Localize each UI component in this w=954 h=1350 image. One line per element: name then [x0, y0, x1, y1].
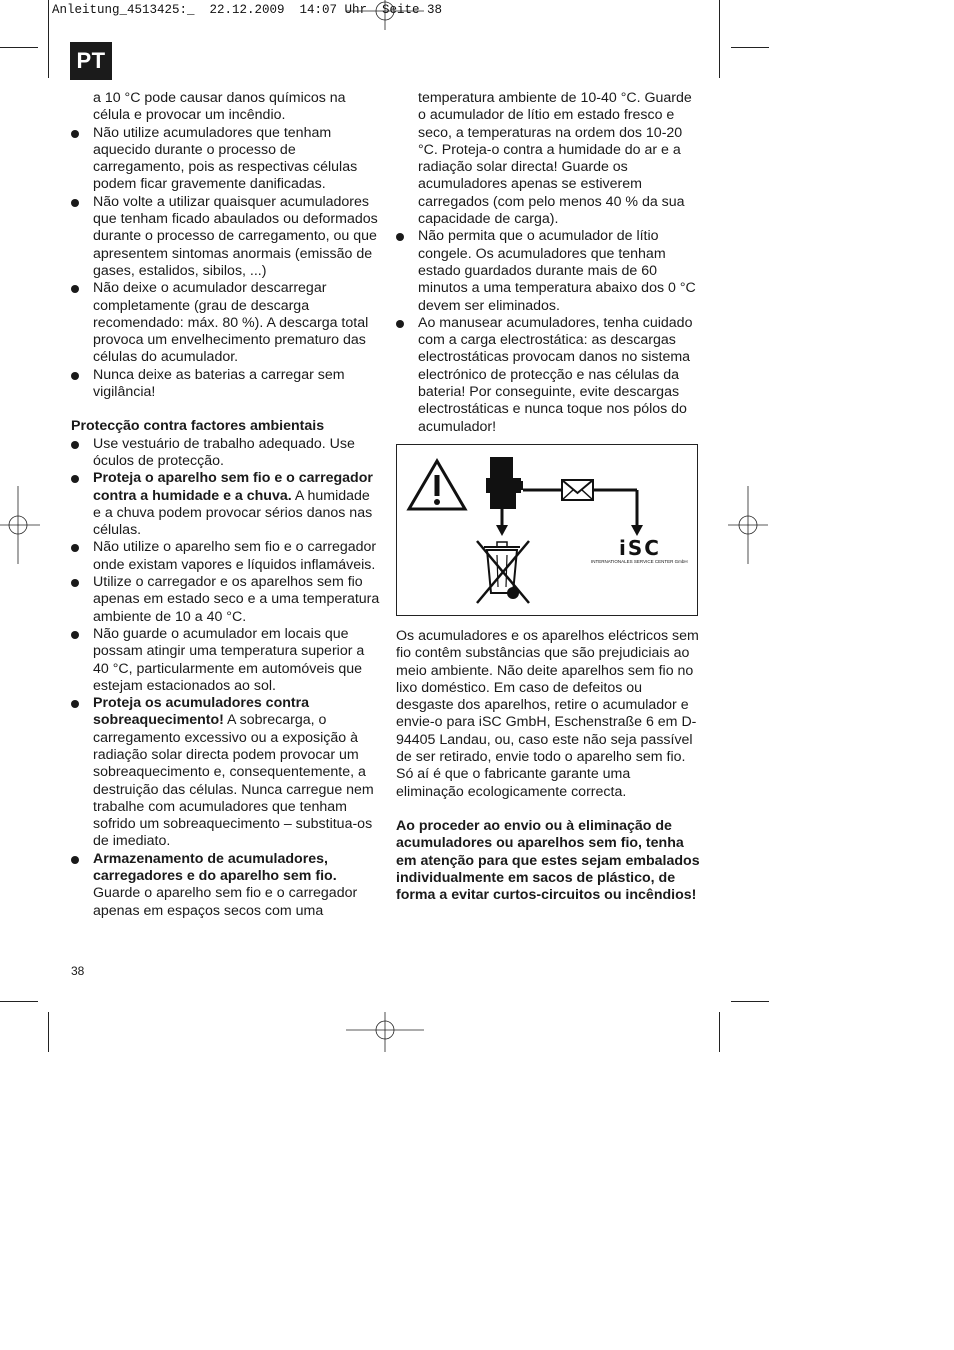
list-item-text: Nunca deixe as baterias a carregar sem vigilância!	[93, 366, 345, 401]
list-item-bold-text: Proteja o aparelho sem fio e o carregador contra a humidade e a chuva.	[93, 470, 373, 504]
left-column	[71, 90, 381, 920]
list-item-bold-text: Proteja os acumuladores contra sobreaquecimento!	[93, 695, 310, 729]
list-item-text: Utilize o carregador e os aparelhos sem fio apenas em estado seco e a uma temperatura ambiente de 10 a 40 °C.	[93, 574, 380, 625]
bullet-icon	[71, 130, 79, 138]
paragraph-bold: Ao proceder ao envio ou à eliminação de acumuladores ou aparelhos sem fio, tenha em atenção para que estes sejam embalados individualmente em sacos de plástico, de forma a evitar curtos-circuitos ou incêndios!	[396, 817, 700, 904]
list-item-text: A humidade e a chuva podem provocar sérios danos nas células.	[93, 487, 373, 539]
bullet-icon	[71, 199, 79, 207]
isc-logo	[591, 535, 688, 565]
list-item-text: Ao manusear acumuladores, tenha cuidado com a carga electrostática: as descargas electrostáticas provocam danos no sistema electrónico de protecção e nas células da bateria! Por conseguinte, evite descargas electrostáticas e nunca toque nos pólos do acumulador!	[418, 314, 693, 435]
paragraph: Os acumuladores e os aparelhos eléctricos sem fio contêm substâncias que são prejudiciais ao meio ambiente. Não deite aparelhos sem fio no lixo doméstico. Em caso de defeitos ou desgaste dos aparelhos, retire o acumulador e envie-o para iSC GmbH, Eschenstraße 6 em D-94405 Landau, ou, caso este não seja passível de ser retirado, envie todo o aparelho sem fio. Só aí é que o fabricante garante uma eliminação ecologicamente correcta.	[396, 627, 699, 800]
list-item-text: Não utilize o aparelho sem fio e o carregador onde existam vapores e líquidos inflamáveis.	[93, 539, 377, 573]
bullet-icon	[71, 579, 79, 587]
bullet-icon	[71, 631, 79, 639]
list-item	[71, 626, 381, 695]
crop-mark	[731, 47, 769, 48]
list-item	[71, 367, 381, 402]
list-item	[71, 436, 381, 471]
continued-text: a 10 °C pode causar danos químicos na célula e provocar um incêndio.	[93, 90, 346, 124]
list-item	[71, 280, 381, 366]
bullet-icon	[396, 320, 404, 328]
list-item-text: Não volte a utilizar quaisquer acumuladores que tenham ficado abaulados ou deformados durante o processo de carregamento, ou que apresentem sintomas anormais (emissão de gases, estalidos, sibilos, ...)	[93, 193, 378, 279]
language-badge: PT	[70, 42, 112, 80]
list-item-text: Não utilize acumuladores que tenham aquecido durante o processo de carregamento, pois as respectivas células podem ficar gravemente danificadas.	[93, 124, 358, 193]
crop-mark	[719, 0, 720, 78]
list-item	[71, 695, 381, 851]
crop-mark	[48, 1012, 49, 1052]
bullet-icon	[71, 441, 79, 449]
bullet-icon	[71, 856, 79, 864]
list-item-bold-text: Armazenamento de acumuladores, carregadores e do aparelho sem fio.	[93, 850, 337, 885]
envelope-icon	[562, 480, 593, 500]
bullet-icon	[71, 285, 79, 293]
page-number: 38	[71, 964, 85, 978]
bullet-icon	[71, 372, 79, 380]
crop-mark	[731, 1001, 769, 1002]
isc-logo-text: iSC	[619, 535, 661, 560]
list-item	[71, 539, 381, 574]
list-item	[71, 574, 381, 626]
list-item-text: A sobrecarga, o carregamento excessivo ou a exposição à radiação solar directa podem provocar um sobreaquecimento e, consequentemente, a destruição das células. Nunca carregue nem trabalhe com acumuladores que tenham sofrido um sobreaquecimento – substitua-os de imediato.	[93, 712, 374, 850]
list-item	[396, 228, 700, 314]
list-item	[71, 851, 381, 920]
registration-mark-left	[0, 486, 40, 564]
bullet-icon	[71, 475, 79, 483]
list-item	[71, 470, 381, 539]
section-heading: Protecção contra factores ambientais	[71, 418, 325, 435]
bullet-icon	[396, 233, 404, 241]
list-item-text: Guarde o aparelho sem fio e o carregador apenas em espaços secos com uma	[93, 885, 358, 919]
crop-mark	[0, 47, 38, 48]
crossed-bin-icon	[477, 541, 529, 603]
crop-mark	[48, 0, 49, 78]
list-item	[396, 315, 700, 436]
bullet-icon	[71, 544, 79, 552]
right-column	[396, 90, 700, 904]
list-item	[71, 125, 381, 194]
crop-mark	[719, 1012, 720, 1052]
disposal-diagram	[396, 444, 698, 616]
print-slug-header: Anleitung_4513425:_ 22.12.2009 14:07 Uhr Seite 38	[52, 3, 443, 17]
crop-mark	[0, 1001, 38, 1002]
list-item-text: Não deixe o acumulador descarregar completamente (grau de descarga recomendado: máx. 80 %). A descarga total provoca um envelhecimento prematuro das células do acumulador.	[93, 280, 369, 366]
list-item	[71, 194, 381, 280]
arrow-down-icon	[496, 509, 508, 536]
list-item-text: Não permita que o acumulador de lítio congele. Os acumuladores que tenham estado guardados durante mais de 60 minutos a uma temperatura abaixo dos 0 °C devem ser eliminados.	[418, 228, 696, 314]
isc-logo-subtext: INTERNATIONALES SERVICE CENTER GmbH	[591, 558, 688, 564]
warning-triangle-icon	[409, 461, 465, 509]
registration-mark-right	[728, 486, 768, 564]
battery-tool-icon	[486, 457, 523, 509]
list-item-text: Use vestuário de trabalho adequado. Use óculos de protecção.	[93, 435, 355, 469]
list-item-text: Não guarde o acumulador em locais que possam atingir uma temperatura superior a 40 °C, particularmente em automóveis que estejam estacionados ao sol.	[93, 625, 365, 694]
registration-mark-bottom	[346, 1012, 424, 1052]
continued-text: temperatura ambiente de 10-40 °C. Guarde o acumulador de lítio em estado fresco e seco, a temperaturas na ordem dos 10-20 °C. Proteja-o contra a humidade do ar e a radiação solar directa! Guarde os acumuladores apenas se estiverem carregados (com pelo menos 40 % da sua capacidade de carga).	[418, 90, 692, 228]
registration-mark-top	[346, 0, 424, 30]
bullet-icon	[71, 700, 79, 708]
